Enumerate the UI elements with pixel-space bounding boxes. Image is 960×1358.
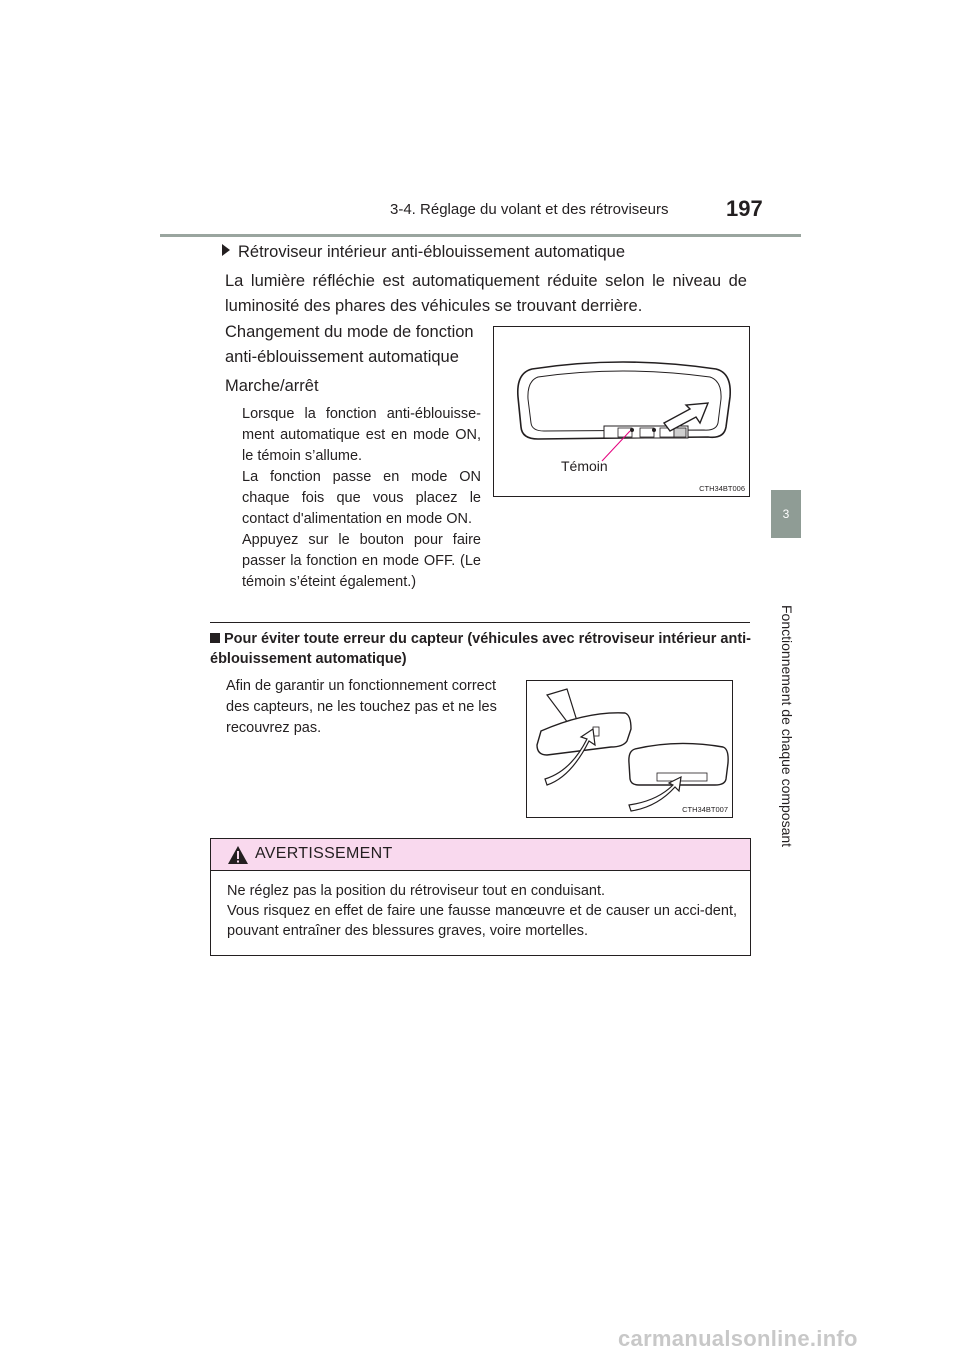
note-heading [210,629,751,669]
warning-box [210,838,751,956]
page-number: 197 [726,196,763,221]
section-divider [210,622,750,623]
warning-header [211,839,750,871]
chapter-tab: 3 [771,490,801,538]
mode-change-label: Changement du mode de fonction anti-éblouissement automatique [225,323,474,366]
chapter-title-vertical: Fonctionnement de chaque composant [779,605,795,848]
detail-paragraph: Lorsque la fonction anti-éblouisse-ment automatique est en mode ON, le témoin s’allume. [242,406,481,464]
square-bullet-icon [210,633,220,643]
indicator-callout: Témoin [561,458,608,474]
note-heading-text: Pour éviter toute erreur du capteur (véhicules avec rétroviseur intérieur anti-éblouissement automatique) [210,631,752,667]
mirror-sensors-illustration [527,681,732,817]
mirror-figure [493,326,750,497]
section-heading [222,243,625,262]
warning-line: Ne réglez pas la position du rétroviseur tout en conduisant. [227,883,606,899]
warning-line: Vous risquez en effet de faire une fausse manœuvre et de causer un acci-dent, pouvant entraîner des blessures graves, voire mortelles. [227,903,737,939]
detail-paragraph: La fonction passe en mode ON chaque fois que vous placez le contact d'alimentation en mode ON. [242,469,481,527]
warning-title: AVERTISSEMENT [255,845,393,862]
instructions-column [225,320,481,593]
warning-body [211,871,737,941]
detail-paragraph: Appuyez sur le bouton pour faire passer la fonction en mode OFF. (Le témoin s’éteint également.) [242,532,481,590]
section-intro: La lumière réfléchie est automatiquement réduite selon le niveau de luminosité des phares des véhicules se trouvant derrière. [225,272,747,315]
watermark: carmanualsonline.info [618,1326,858,1351]
figure-code: CTH34BT006 [699,484,745,493]
on-off-label: Marche/arrêt [225,377,319,395]
header-divider [160,234,801,237]
sensor-figure [526,680,733,818]
figure-code: CTH34BT007 [682,805,728,814]
warning-triangle-icon [227,845,249,865]
note-body: Afin de garantir un fonctionnement correct des capteurs, ne les touchez pas et ne les recouvrez pas. [226,678,497,736]
triangle-bullet-icon [222,244,230,256]
section-heading-text: Rétroviseur intérieur anti-éblouissement automatique [238,243,626,261]
rearview-mirror-illustration [494,327,749,496]
running-header-title: 3-4. Réglage du volant et des rétroviseurs [390,201,669,218]
